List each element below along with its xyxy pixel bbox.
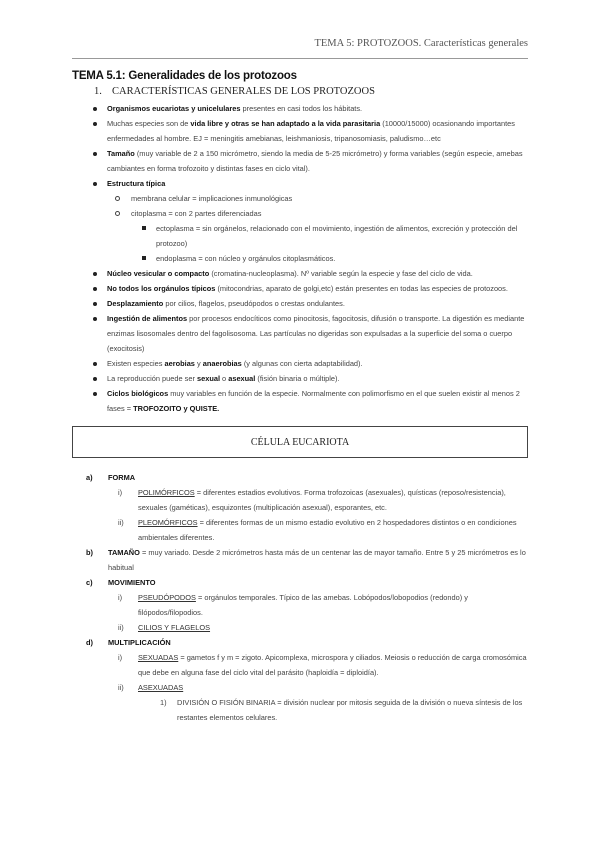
part1-title bbox=[94, 86, 528, 97]
sublist-item: ectoplasma = sin orgánelos, relacionado con el movimiento, ingestión de alimentos, excreción y protección del protozoo) bbox=[131, 221, 528, 251]
header-rule bbox=[72, 58, 528, 59]
list-item: Desplazamiento por cilios, flagelos, pseudópodos o crestas ondulantes. bbox=[72, 296, 528, 311]
section-title: TEMA 5.1: Generalidades de los protozoos bbox=[72, 70, 297, 82]
list-item: Ciclos biológicos muy variables en función de la especie. Normalmente con polimorfismo en el que suelen existir al menos 2 fases = TROFOZOITO y QUISTE. bbox=[72, 386, 528, 416]
list-item: Organismos eucariotas y unicelulares presentes en casi todos los hábitats. bbox=[72, 101, 528, 116]
box-title: CÉLULA EUCARIOTA bbox=[250, 436, 350, 448]
list-item: Estructura típica membrana celular = implicaciones inmunológicas citoplasma = con 2 partes diferenciadas ectoplasma = sin orgánelos, relacionado con el movimiento, ingestión de alimentos, excreción y protección del protozoo) endoplasma = con núcleo y orgánulos citoplasmáticos. bbox=[72, 176, 528, 266]
cell-subitem: i) POLIMÓRFICOS = diferentes estadios evolutivos. Forma trofozoicas (asexuales), quísticas (reposo/resistencia), sexuales (gaméticas), esquizontes (multiplicación asexual), esporantes, etc. bbox=[118, 488, 506, 512]
section-box bbox=[72, 426, 528, 458]
cell-item-multiplicacion: d) MULTIPLICACIÓN bbox=[86, 638, 171, 647]
cytoplasm-sublist bbox=[131, 221, 528, 266]
cell-subitem: ii) ASEXUADAS bbox=[118, 683, 184, 692]
cell-subitem: ii) CILIOS Y FLAGELOS bbox=[118, 623, 211, 632]
list-item: Existen especies aerobias y anaerobias (y algunas con cierta adaptabilidad). bbox=[72, 356, 528, 371]
list-item: Núcleo vesicular o compacto (cromatina-nucleoplasma). Nº variable según la especie y fase del ciclo de vida. bbox=[72, 266, 528, 281]
cell-item-forma: a) FORMA bbox=[86, 473, 136, 482]
part1-title-text: CARACTERÍSTICAS GENERALES DE LOS PROTOZOOS bbox=[112, 86, 375, 97]
cell-item-tamano: b) TAMAÑO = muy variado. Desde 2 micrómetros hasta más de un centenar las de mayor tamaño. Entre 5 y 25 micrómetros es lo habitual bbox=[86, 548, 526, 572]
cell-subitem: ii) PLEOMÓRFICOS = diferentes formas de un mismo estadio evolutivo en 2 hospedadores distintos o en condiciones ambientales diferentes. bbox=[118, 518, 517, 542]
list-item: La reproducción puede ser sexual o asexual (fisión binaria o múltiple). bbox=[72, 371, 528, 386]
cell-item-movimiento: c) MOVIMIENTO bbox=[86, 578, 156, 587]
characteristics-list bbox=[72, 101, 528, 416]
list-item: No todos los orgánulos típicos (mitocondrias, aparato de golgi,etc) están presentes en todas las especies de protozoos. bbox=[72, 281, 528, 296]
page-content bbox=[72, 70, 528, 725]
list-item: Ingestión de alimentos por procesos endocíticos como pinocitosis, fagocitosis, difusión o transporte. La digestión es mediante enzimas lisosomales dentro del fagolisosoma. Las partículas no digeridas son expulsadas a la superficie del soma o cuerpo (exocitosis) bbox=[72, 311, 528, 356]
list-item: Muchas especies son de vida libre y otras se han adaptado a la vida parasitaria (10000/15000) ocasionando importantes enfermedades al hombre. EJ = meningitis amebianas, leishmaniosis, tripanosomiasis, paludismo…etc bbox=[72, 116, 528, 146]
cell-subsubitem: 1) DIVISIÓN O FISIÓN BINARIA = división nuclear por mitosis seguida de la división o nueva síntesis de los restantes elementos celulares. bbox=[160, 698, 523, 722]
cell-subitem: i) PSEUDÓPODOS = orgánulos temporales. Típico de las amebas. Lobópodos/lobopodios (redondo) y filópodos/filopodios. bbox=[118, 593, 468, 617]
cell-subitem: i) SEXUADAS = gametos f y m = zigoto. Apicomplexa, microspora y ciliados. Meiosis o reducción de carga cromosómica que debe en alguna fase del ciclo vital del parásito (haploidía = diploidía). bbox=[118, 653, 527, 677]
part1-number: 1. bbox=[94, 86, 102, 97]
sublist-item: membrana celular = implicaciones inmunológicas bbox=[107, 191, 528, 206]
running-header: TEMA 5: PROTOZOOS. Características generales bbox=[314, 38, 528, 49]
sublist-item: citoplasma = con 2 partes diferenciadas ectoplasma = sin orgánelos, relacionado con el movimiento, ingestión de alimentos, excreción y protección del protozoo) endoplasma = con núcleo y orgánulos citoplasmáticos. bbox=[107, 206, 528, 266]
sublist-item: endoplasma = con núcleo y orgánulos citoplasmáticos. bbox=[131, 251, 528, 266]
list-item: Tamaño (muy variable de 2 a 150 micrómetro, siendo la media de 5-25 micrómetro) y forma variables (según especie, amebas cambiantes en forma trofozoito y distintas fases en ciclo vital). bbox=[72, 146, 528, 176]
structure-sublist bbox=[107, 191, 528, 266]
